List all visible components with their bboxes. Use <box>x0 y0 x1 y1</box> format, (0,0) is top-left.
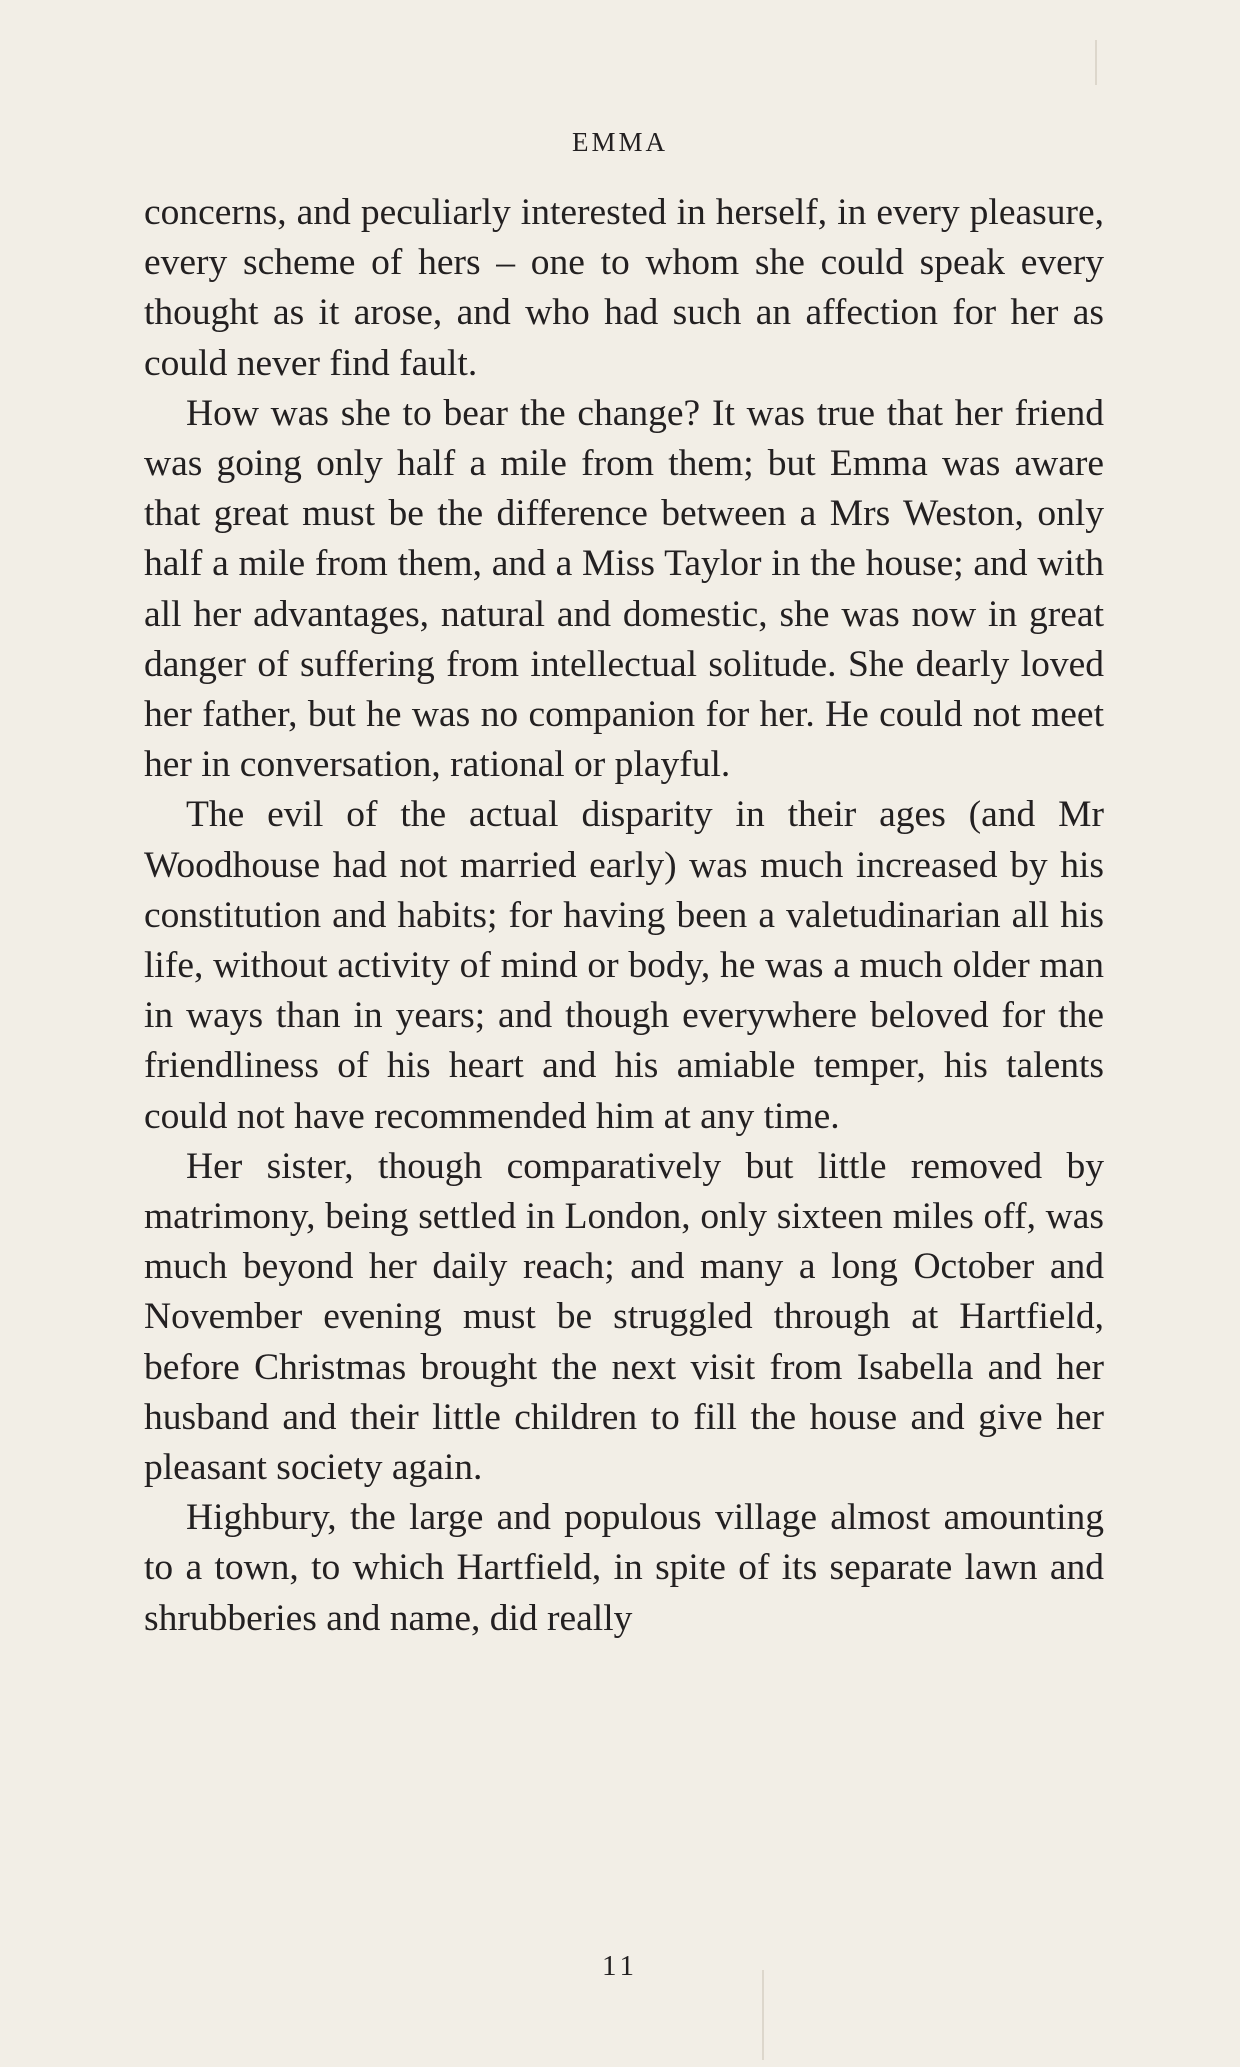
paragraph-3: The evil of the actual disparity in their ages (and Mr Woodhouse had not married early) was much increased by his constitution and habits; for having been a valetudinarian all his life, without activity of mind or body, he was a much older man in ways than in years; and though everywhere beloved for the friendliness of his heart and his amiable temper, his talents could not have recommended him at any time. <box>144 794 1104 1137</box>
paragraph-1: concerns, and peculiarly interested in herself, in every pleasure, every scheme of hers – one to whom she could speak every thought as it arose, and who had such an affection for her as could never find fault. <box>144 192 1104 384</box>
page-number: 11 <box>602 1950 638 1982</box>
paragraph-5: Highbury, the large and populous village almost amounting to a town, to which Hartfield, in spite of its separate lawn and shrubberies and name, did really <box>144 1497 1104 1639</box>
paragraph-2: How was she to bear the change? It was true that her friend was going only half a mile from them; but Emma was aware that great must be the difference between a Mrs Weston, only half a mile from them, and a Miss Taylor in the house; and with all her advantages, natural and domestic, she was now in great danger of suffering from intellectual solitude. She dearly loved her father, but he was no companion for her. He could not meet her in conversation, rational or playful. <box>144 392 1104 786</box>
paragraph-4: Her sister, though comparatively but little removed by matrimony, being settled in London, only sixteen miles off, was much beyond her daily reach; and many a long October and November evening must be struggled through at Hartfield, before Christmas brought the next visit from Isabella and her husband and their little children to fill the house and give her pleasant society again. <box>144 1145 1104 1489</box>
body-text <box>144 188 1104 1644</box>
paper-crease-top <box>1095 40 1097 85</box>
running-title: EMMA <box>571 127 668 157</box>
